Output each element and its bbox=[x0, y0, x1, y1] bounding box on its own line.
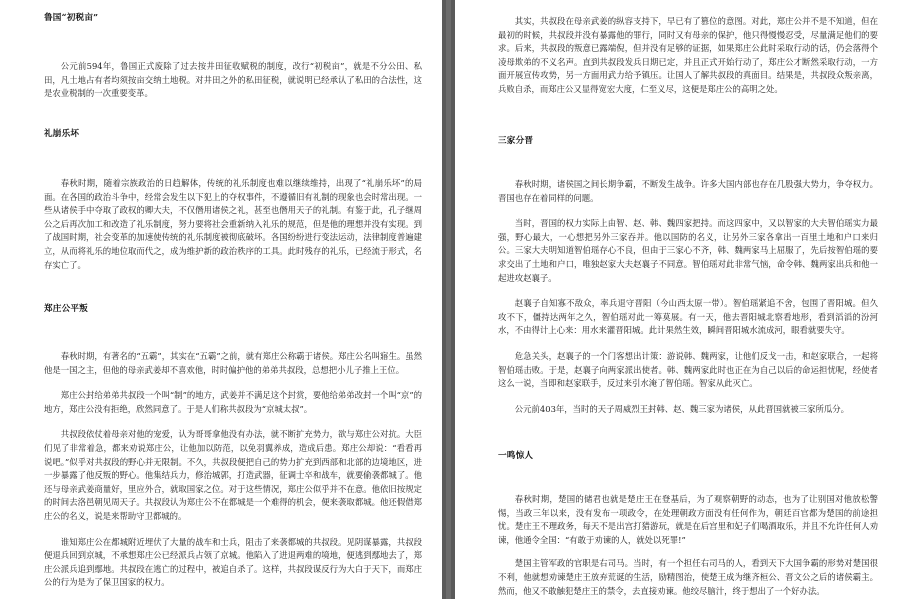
paragraph: 春秋时期，随着宗族政治的日趋解体，传统的礼乐制度也难以继续维持，出现了“礼崩乐坏”的局面。在各国的政治斗争中，经常会发生以下犯上的夺权事件，不遵循旧有礼制的现象也会时常出现。一些从诸侯手中夺取了政权的卿大夫，不仅僭用诸侯之礼，甚至也僭用天子的礼制。有鉴于此，孔子继周公之后再次加工和改造了礼乐制度，努力要将社会重新纳入礼乐的规范，但是他的理想并没有实现。到了战国时期，社会变革的加速使传统的礼乐制度被彻底破坏。各国纷纷进行变法运动，法律制度普遍建立，从而将礼乐的地位取而代之，成为维护新的政治秩序的工具。此时残存的礼乐，已经流于形式，名存实亡了。 bbox=[44, 178, 422, 270]
paragraph: 危急关头，赵襄子的一个门客想出计策：游说韩、魏两家，让他们反戈一击，和赵家联合，一起将智伯瑶击败。于是，赵襄子向两家派出使者。韩、魏两家此时也正在为自己以后的命运担忧呢，经使者这么一说，当即和赵家联手，反过来引水淹了智伯瑶。智家从此灭亡。 bbox=[498, 350, 878, 389]
right-page bbox=[455, 0, 900, 599]
paragraph: 春秋时期，诸侯国之间长期争霸，不断发生战争。许多大国内部也存在几股强大势力，争夺权力。晋国也存在着同样的问题。 bbox=[498, 179, 878, 203]
section-title: 三家分晋 bbox=[498, 136, 534, 146]
section-2 bbox=[44, 128, 422, 140]
paragraph: 其实，共叔段在母亲武姜的纵容支持下，早已有了篡位的意图。对此，郑庄公并不是不知道，但在最初的时候，共叔段并没有暴露他的罪行，同时又有母亲的保护，他只得慢慢忍受，尽量满足他们的要求。后来，共叔段的叛意已露端倪，但并没有足够的证据，如果郑庄公此时采取行动的话，仍会落得个凌母欺弟的不义名声。直到共叔段发兵日期已定，并且正式开始行动了，郑庄公才断然采取行动，一方面开展宣传攻势，另一方面用武力给予镇压。让国人了解共叔段的真面目。结果是，共叔段众叛亲离，兵败自杀，而郑庄公又显得宽宏大度，仁至义尽，这便是郑庄公的高明之处。 bbox=[498, 16, 878, 94]
section-yiming bbox=[498, 450, 878, 462]
left-page bbox=[0, 0, 442, 599]
page-gutter bbox=[442, 0, 455, 599]
section-3-body bbox=[44, 350, 422, 590]
section-title: 一鸣惊人 bbox=[498, 451, 534, 461]
paragraph: 春秋时期，楚国的储君也就是楚庄王在登基后，为了观察朝野的动态，也为了让别国对他放松警惕，当政三年以来，没有发布一项政令，在处理朝政方面没有任何作为，朝廷百官都为楚国的前途担忧。楚庄王不理政务，每天不是出宫打猎游玩，就是在后宫里和妃子们喝酒取乐，并且不允许任何人劝谏，他通令全国：“有敢于劝谏的人，就处以死罪!” bbox=[498, 494, 878, 545]
section-title: 礼崩乐坏 bbox=[44, 129, 80, 139]
section-sanjia bbox=[498, 135, 878, 147]
paragraph: 楚国主管军政的官职是右司马。当时，有一个担任右司马的人，看到天下大国争霸的形势对楚国很不利，他就想劝谏楚庄王放弃荒诞的生活，励精图治，使楚王成为继齐桓公、晋文公之后的诸侯霸主。然而，他又不敢触犯楚庄王的禁令，去直接劝谏。他绞尽脑汁，终于想出了一个好办法。 bbox=[498, 558, 878, 596]
section-1 bbox=[44, 12, 422, 24]
section-2-body bbox=[44, 177, 422, 272]
paragraph: 春秋时期，有著名的“五霸”，其实在“五霸”之前，就有郑庄公称霸于诸侯。郑庄公名叫寤生。虽然他是一国之主，但他的母亲武姜却不喜欢他，时时偏护他的弟弟共叔段，总想把小儿子推上王位。 bbox=[44, 351, 422, 375]
section-continued bbox=[498, 15, 878, 97]
paragraph: 郑庄公封给弟弟共叔段一个叫“制”的地方，武姜并不满足这个封赏，要他给弟弟改封一个叫“京”的地方，郑庄公没有拒绝，欣然同意了。于是人们称共叔段为“京城太叔”。 bbox=[44, 390, 422, 414]
section-yiming-body bbox=[498, 493, 878, 598]
paragraph: 公元前594年，鲁国正式废除了过去按井田征收赋税的制度，改行“初税亩”，就是不分公田、私田，凡土地占有者均须按亩交纳土地税。对井田之外的私田征税，就说明已经承认了私田的合法性，这是农业税制的一次重要变革。 bbox=[44, 61, 422, 99]
section-1-body bbox=[44, 60, 422, 101]
section-3 bbox=[44, 303, 422, 315]
section-sanjia-body bbox=[498, 178, 878, 416]
section-title: 郑庄公平叛 bbox=[44, 304, 88, 314]
section-title: 鲁国“初税亩” bbox=[44, 13, 99, 23]
paragraph: 公元前403年，当时的天子周威烈王封韩、赵、魏三家为诸侯，从此晋国就被三家所瓜分。 bbox=[514, 403, 850, 414]
paragraph: 赵襄子自知寡不敌众，率兵退守晋阳（今山西太原一带）。智伯瑶紧追不舍，包围了晋阳城。但久攻不下，僵持达两年之久，智伯瑶对此一筹莫展。有一天，他去晋阳城北察看地形，看到滔滔的汾河水，不由得计上心来：用水来灌晋阳城。此计果然生效，瞬间晋阳城水流成河，眼看就要失守。 bbox=[498, 298, 878, 336]
paragraph: 共叔段依仗着母亲对他的宠爱，认为哥哥拿他没有办法，就不断扩充势力，欲与郑庄公对抗。大臣们见了非常着急，都来劝说郑庄公，让他加以防范，以免羽翼养成，造成后患。郑庄公却说：“看看再说吧。”似乎对共叔段的野心并无限制。不久，共叔段便把自己的势力扩充到西部和北部的边境地区，进一步暴露了他反叛的野心。他集结兵力，修治城郭，打造武器，征调士卒和战车，就要偷袭都城了。他还与母亲武姜商量好，里应外合，就取国家之位。对于这些情况，郑庄公似乎并不在意。他依旧按规定的时间去洛邑朝见周天子。共叔段认为郑庄公不在都城是一个难得的机会，便来袭取都城。他还假借郑庄公的名义，说是来帮助守卫都城的。 bbox=[44, 429, 422, 521]
paragraph: 当时，晋国的权力实际上由智、赵、韩、魏四家把持。而这四家中，又以智家的大夫智伯瑶实力最强，野心最大，一心想把另外三家吞并。他以国防的名义，让另外三家各拿出一百里土地和户口来归公。三家大夫明知道智伯瑶存心不良，但由于三家心不齐，韩、魏两家马上屈服了，先后按智伯瑶的要求交出了土地和户口，唯独赵家大夫赵襄子不同意。智伯瑶对此非常气恼，命令韩、魏两家出兵和他一起进攻赵襄子。 bbox=[498, 218, 878, 283]
paragraph: 谁知郑庄公在都城附近埋伏了大量的战车和士兵，阻击了来袭都城的共叔段。见阴谋暴露，共叔段便退兵回到京城，不承想郑庄公已经派兵占领了京城。他陷入了进退两难的境地，便逃到鄢地去了，郑庄公派兵追到鄢地。共叔段在逃亡的过程中，被追自杀了。这样，共叔段谋反行为大白于天下，而郑庄公的行为是为了保卫国家的权力。 bbox=[44, 536, 422, 588]
